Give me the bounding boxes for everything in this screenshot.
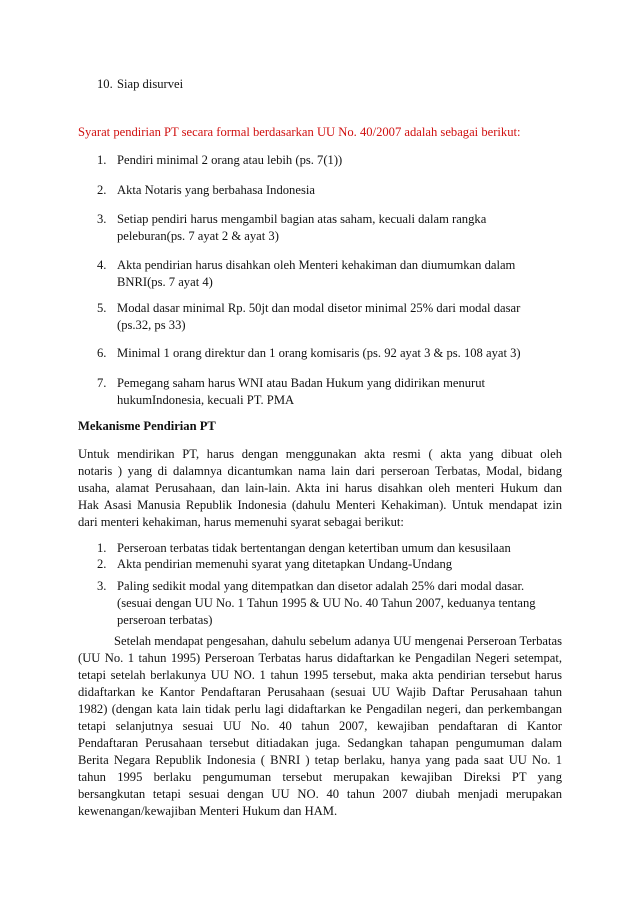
paragraph-line: Untuk mendirikan PT, harus dengan menggunakan akta resmi ( akta yang dibuat oleh [78,447,562,461]
list-item-text: Minimal 1 orang direktur dan 1 orang komisaris (ps. 92 ayat 3 & ps. 108 ayat 3) [117,346,521,360]
paragraph-line: Setelah mendapat pengesahan, dahulu sebelum adanya UU mengenai Perseroan Terbatas [114,634,562,648]
list-item-number: 5. [97,301,107,315]
list-item-number: 2. [97,557,107,571]
list-item-text: (ps.32, ps 33) [117,318,186,332]
list-item-text: Paling sedikit modal yang ditempatkan dan disetor adalah 25% dari modal dasar. [117,579,525,593]
list-item-number: 4. [97,258,107,272]
list-item-text: Pendiri minimal 2 orang atau lebih (ps. 7(1)) [117,153,343,167]
list-item-text: Siap disurvei [117,77,184,91]
paragraph-line: 1982) (dengan kata lain tidak perlu lagi didaftarkan ke Pengadilan negeri, dan perkembangan [78,702,562,716]
list-item-text: Perseroan terbatas tidak bertentangan dengan ketertiban umum dan kesusilaan [117,541,511,555]
mekanisme-heading: Mekanisme Pendirian PT [78,419,216,433]
list-item-text: Akta pendirian memenuhi syarat yang ditetapkan Undang-Undang [117,557,453,571]
list-item-text: Akta pendirian harus disahkan oleh Menteri kehakiman dan diumumkan dalam [117,258,516,272]
mekanisme-paragraph [78,446,562,531]
list-item-text: perseroan terbatas) [117,613,213,627]
list-item-number: 1. [97,153,107,167]
paragraph-line: tetapi selanjutnya sesuai UU No. 40 tahun 2007, kewajiban pendaftaran di Kantor [78,719,562,733]
list-item-number: 10. [97,77,113,91]
list-item-number: 2. [97,183,107,197]
list-item-number: 1. [97,541,107,555]
list-item-number: 3. [97,579,107,593]
paragraph-line: tahun 1995 berlaku pengumuman tersebut merupakan kewajiban Direksi PT yang [78,770,562,784]
paragraph-line: Hak Asasi Manusia Republik Indonesia (dahulu Menteri Kehakiman). Untuk mendapat izin [78,498,562,512]
paragraph-line: didaftarkan ke Kantor Pendaftaran Perusahaan (sesuai UU Wajib Daftar Perusahaan tahun [78,685,562,699]
paragraph-line: usaha, alamat Perusahaan, dan lain-lain. Akta ini harus disahkan oleh menteri Hukum dan [78,481,562,495]
syarat-heading: Syarat pendirian PT secara formal berdasarkan UU No. 40/2007 adalah sebagai berikut: [78,125,521,139]
list-item-text: Akta Notaris yang berbahasa Indonesia [117,183,315,197]
final-paragraph [78,633,562,820]
paragraph-line: notaris ) yang di dalamnya dicantumkan nama lain dari perseroan Terbatas, Modal, bidang [78,464,562,478]
list-item-text: hukumIndonesia, kecuali PT. PMA [117,393,295,407]
list-item-number: 7. [97,376,107,390]
paragraph-line: dari menteri kehakiman, harus memenuhi syarat sebagai berikut: [78,515,404,529]
list-item-text: peleburan(ps. 7 ayat 2 & ayat 3) [117,229,279,243]
list-item-number: 3. [97,212,107,226]
paragraph-line: Berita Negara Republik Indonesia ( BNRI ) tetap berlaku, hanya yang pada saat UU No. 1 [78,753,562,767]
list-item-text: BNRI(ps. 7 ayat 4) [117,275,213,289]
list-item-text: Setiap pendiri harus mengambil bagian atas saham, kecuali dalam rangka [117,212,487,226]
paragraph-line: tetapi setelah berlakunya UU NO. 1 tahun 1995 tersebut, maka akta pendirian tersebut harus [78,668,562,682]
list-item-text: (sesuai dengan UU No. 1 Tahun 1995 & UU No. 40 Tahun 2007, keduanya tentang [117,596,536,610]
paragraph-line: bersangkutan tetapi sesuai dengan UU NO. 40 tahun 2007 diubah menjadi merupakan [78,787,562,801]
list-item-text: Pemegang saham harus WNI atau Badan Hukum yang didirikan menurut [117,376,486,390]
paragraph-line: Pendaftaran Perusahaan tersebut ditiadakan juga. Sedangkan tahapan pengumuman dalam [78,736,562,750]
list-item-text: Modal dasar minimal Rp. 50jt dan modal disetor minimal 25% dari modal dasar [117,301,521,315]
list-item-number: 6. [97,346,107,360]
paragraph-line: kewenangan/kewajiban Menteri Hukum dan HAM. [78,804,338,818]
paragraph-line: (UU No. 1 tahun 1995) Perseroan Terbatas harus didaftarkan ke Pengadilan Negeri setempat, [78,651,562,665]
